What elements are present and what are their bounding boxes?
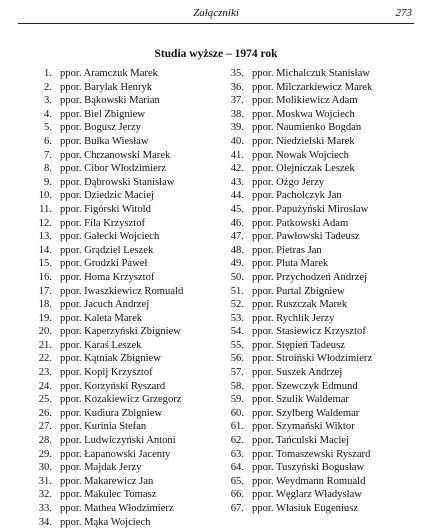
entry-name: ppor. Michalczuk Stanisław: [252, 68, 370, 79]
list-item: [222, 230, 422, 244]
entry-name: ppor. Iwaszkiewicz Romuald: [60, 285, 184, 297]
entry-name: ppor. Purtal Zbigniew: [252, 285, 345, 297]
entry-number: 44.: [230, 190, 244, 202]
entry-number: 18.: [38, 299, 52, 311]
list-item: [222, 312, 422, 326]
list-item: [30, 325, 220, 339]
entry-number: 6.: [44, 135, 52, 147]
entry-name: ppor. Stasiewicz Krzysztof: [252, 326, 366, 338]
entry-number: 20.: [38, 326, 52, 338]
entry-name: ppor. Moskwa Wojciech: [252, 108, 355, 120]
list-column-left: [30, 67, 220, 529]
entry-number: 57.: [230, 367, 244, 379]
entry-name: ppor. Bogusz Jerzy: [60, 122, 141, 134]
list-item: [222, 271, 422, 285]
entry-number: 31.: [38, 475, 52, 487]
entry-number: 15.: [38, 258, 52, 270]
list-item: [222, 244, 422, 258]
list-item: [222, 366, 422, 380]
entry-number: 9.: [44, 176, 52, 188]
list-item: [30, 203, 220, 217]
list-item: [222, 108, 422, 122]
entry-name: ppor. Fila Krzysztof: [60, 217, 146, 229]
list-item: [30, 434, 220, 448]
list-item: [222, 285, 422, 299]
entry-number: 1.: [44, 68, 52, 79]
entry-name: ppor. Aramczuk Marek: [60, 68, 158, 79]
list-item: [30, 94, 220, 108]
entry-name: ppor. Biel Zbigniew: [60, 108, 146, 120]
header-rule: [18, 23, 414, 24]
entry-name: ppor. Kaleta Marek: [60, 312, 143, 324]
entry-number: 35.: [230, 68, 244, 79]
entry-name: ppor. Makarewicz Jan: [60, 475, 154, 487]
entry-name: ppor. Majdak Jerzy: [60, 462, 142, 474]
list-item: [30, 81, 220, 95]
list-item: [30, 339, 220, 353]
entry-name: ppor. Grodzki Paweł: [60, 258, 148, 270]
list-item: [30, 121, 220, 135]
entry-number: 65.: [230, 475, 244, 487]
entry-name: ppor. Weydmann Romuald: [252, 475, 366, 487]
entry-name: ppor. Szymański Wiktor: [252, 421, 355, 433]
list-item: [30, 488, 220, 502]
list-item: [222, 67, 422, 81]
list-item: [222, 162, 422, 176]
entry-number: 61.: [230, 421, 244, 433]
entry-name: ppor. Grądziel Leszek: [60, 244, 154, 256]
running-title: Załączniki: [193, 7, 239, 19]
entry-number: 60.: [230, 407, 244, 419]
list-item: [30, 271, 220, 285]
list-item: [222, 149, 422, 163]
entry-name: ppor. Olejniczak Leszek: [252, 163, 355, 175]
entry-number: 53.: [230, 312, 244, 324]
list-item: [30, 516, 220, 529]
entry-name: ppor. Nowak Wojciech: [252, 149, 349, 161]
list-item: [30, 108, 220, 122]
entry-name: ppor. Rychlik Jerzy: [252, 312, 335, 324]
list-item: [222, 94, 422, 108]
section-heading: Studia wyższe – 1974 rok: [154, 48, 278, 60]
entry-number: 38.: [230, 108, 244, 120]
entry-number: 16.: [38, 271, 52, 283]
list-item: [30, 420, 220, 434]
list-item: [222, 448, 422, 462]
entry-number: 39.: [230, 122, 244, 134]
entry-name: ppor. Dąbrowski Stanisław: [60, 176, 175, 188]
list-item: [30, 285, 220, 299]
entry-number: 11.: [39, 203, 52, 215]
entry-name: ppor. Papużyński Mirosław: [252, 203, 369, 215]
list-item: [222, 257, 422, 271]
entry-number: 27.: [38, 421, 52, 433]
entry-number: 5.: [44, 122, 52, 134]
list-item: [222, 298, 422, 312]
entry-name: ppor. Karaś Leszek: [60, 339, 142, 351]
entry-number: 17.: [38, 285, 52, 297]
list-item: [30, 448, 220, 462]
list-item: [222, 217, 422, 231]
entry-name: ppor. Cibor Włodzimierz: [60, 163, 167, 175]
entry-number: 23.: [38, 367, 52, 379]
list-item: [222, 380, 422, 394]
list-item: [30, 393, 220, 407]
list-item: [30, 475, 220, 489]
list-item: [30, 149, 220, 163]
entry-name: ppor. Kurinia Stefan: [60, 421, 147, 433]
entry-name: ppor. Jacuch Andrzej: [60, 299, 150, 311]
entry-name: ppor. Kątniak Zbigniew: [60, 353, 161, 365]
list-item: [30, 230, 220, 244]
entry-number: 42.: [230, 163, 244, 175]
entry-name: ppor. Korzyński Ryszard: [60, 380, 166, 392]
entry-name: ppor. Szewczyk Edmund: [252, 380, 358, 392]
list-item: [222, 502, 422, 516]
entry-name: ppor. Ludwiczyński Antoni: [60, 435, 176, 447]
entry-name: ppor. Figórski Witold: [60, 203, 151, 215]
entry-number: 43.: [230, 176, 244, 188]
entry-name: ppor. Dziedzic Maciej: [60, 190, 154, 202]
list-item: [222, 407, 422, 421]
list-item: [30, 176, 220, 190]
list-item: [30, 461, 220, 475]
entry-number: 12.: [38, 217, 52, 229]
entry-name: ppor. Tańculski Maciej: [252, 435, 350, 447]
entry-name: ppor. Kopij Krzysztof: [60, 367, 153, 379]
list-item: [30, 298, 220, 312]
entry-name: ppor. Tuszyński Bogusław: [252, 462, 365, 474]
entry-name: ppor. Mąka Wojciech: [60, 516, 151, 528]
running-head: [18, 4, 414, 22]
list-item: [222, 475, 422, 489]
entry-number: 2.: [44, 81, 52, 93]
entry-number: 59.: [230, 394, 244, 406]
entry-number: 64.: [230, 462, 244, 474]
entry-number: 33.: [38, 503, 52, 514]
entry-number: 7.: [44, 149, 52, 161]
entry-number: 36.: [230, 81, 244, 93]
entry-name: ppor. Stroiński Włodzimierz: [252, 353, 373, 365]
entry-number: 24.: [38, 380, 52, 392]
entry-number: 3.: [44, 95, 52, 107]
entry-number: 14.: [38, 244, 52, 256]
list-item: [30, 135, 220, 149]
entry-name: ppor. Własiuk Eugeniusz: [252, 503, 359, 514]
entry-number: 62.: [230, 435, 244, 447]
entry-number: 10.: [38, 190, 52, 202]
entry-number: 29.: [38, 448, 52, 460]
entry-number: 25.: [38, 394, 52, 406]
list-item: [222, 461, 422, 475]
list-item: [30, 366, 220, 380]
list-item: [30, 67, 220, 81]
entry-name: ppor. Tomaszewski Ryszard: [252, 448, 371, 460]
entry-name: ppor. Pluta Marek: [252, 258, 329, 270]
list-item: [30, 189, 220, 203]
list-item: [222, 189, 422, 203]
entry-name: ppor. Bułka Wiesław: [60, 135, 149, 147]
entry-name: ppor. Suszek Andrzej: [252, 367, 343, 379]
entry-number: 22.: [38, 353, 52, 365]
entry-number: 13.: [38, 231, 52, 243]
entry-name: ppor. Naumienko Bogdan: [252, 122, 362, 134]
list-item: [222, 325, 422, 339]
entry-name: ppor. Kaperzyński Zbigniew: [60, 326, 181, 338]
entry-name: ppor. Węglarz Władysław: [252, 489, 362, 501]
list-item: [222, 420, 422, 434]
entry-number: 34.: [38, 516, 52, 528]
list-item: [30, 502, 220, 516]
entry-number: 54.: [230, 326, 244, 338]
entry-number: 19.: [38, 312, 52, 324]
entry-name: ppor. Patkowski Adam: [252, 217, 349, 229]
entry-number: 63.: [230, 448, 244, 460]
list-item: [222, 176, 422, 190]
entry-number: 32.: [38, 489, 52, 501]
entry-name: ppor. Bąkowski Marian: [60, 95, 160, 107]
list-column-right: [222, 67, 422, 516]
entry-name: ppor. Szylberg Waldemar: [252, 407, 360, 419]
entry-number: 40.: [230, 135, 244, 147]
entry-number: 66.: [230, 489, 244, 501]
list-item: [30, 312, 220, 326]
entry-name: ppor. Homa Krzysztof: [60, 271, 155, 283]
entry-name: ppor. Makulec Tomasz: [60, 489, 157, 501]
entry-number: 49.: [230, 258, 244, 270]
entry-name: ppor. Gałecki Wojciech: [60, 231, 160, 243]
entry-number: 26.: [38, 407, 52, 419]
entry-name: ppor. Niedzielski Marek: [252, 135, 355, 147]
entry-number: 51.: [230, 285, 244, 297]
list-item: [222, 488, 422, 502]
entry-number: 47.: [230, 231, 244, 243]
list-item: [30, 257, 220, 271]
entry-number: 52.: [230, 299, 244, 311]
entry-name: ppor. Kozakiewicz Grzegorz: [60, 394, 182, 406]
entry-name: ppor. Pawłowski Tadeusz: [252, 231, 360, 243]
entry-number: 21.: [38, 339, 52, 351]
entry-name: ppor. Molikiewicz Adam: [252, 95, 358, 107]
list-item: [222, 393, 422, 407]
entry-name: ppor. Barylak Henryk: [60, 81, 153, 93]
entry-name: ppor. Chrzanowski Marek: [60, 149, 171, 161]
entry-number: 50.: [230, 271, 244, 283]
entry-name: ppor. Pacholczyk Jan: [252, 190, 342, 202]
page-number: 273: [395, 7, 412, 19]
list-item: [222, 339, 422, 353]
list-item: [30, 162, 220, 176]
entry-name: ppor. Mathea Włodzimierz: [60, 503, 174, 514]
entry-name: ppor. Milczarkiewicz Marek: [252, 81, 373, 93]
entry-number: 37.: [230, 95, 244, 107]
list-item: [30, 380, 220, 394]
entry-name: ppor. Kudiura Zbigniew: [60, 407, 163, 419]
list-item: [222, 203, 422, 217]
list-item: [222, 135, 422, 149]
entry-name: ppor. Ruszczak Marek: [252, 299, 348, 311]
entry-number: 8.: [44, 163, 52, 175]
entry-number: 67.: [230, 503, 244, 514]
list-item: [222, 121, 422, 135]
entry-number: 48.: [230, 244, 244, 256]
entry-name: ppor. Przychodzeń Andrzej: [252, 271, 368, 283]
entry-name: ppor. Stępień Tadeusz: [252, 339, 345, 351]
entry-number: 28.: [38, 435, 52, 447]
list-item: [222, 434, 422, 448]
entry-number: 45.: [230, 203, 244, 215]
entry-number: 30.: [38, 462, 52, 474]
entry-name: ppor. Łapanowski Jacenty: [60, 448, 171, 460]
list-item: [30, 407, 220, 421]
list-item: [30, 217, 220, 231]
entry-name: ppor. Pietras Jan: [252, 244, 322, 256]
entry-name: ppor. Ożgo Jerzy: [252, 176, 325, 188]
entry-number: 4.: [44, 108, 52, 120]
entry-name: ppor. Szulik Waldemar: [252, 394, 349, 406]
entry-number: 55.: [230, 339, 244, 351]
entry-number: 58.: [230, 380, 244, 392]
list-item: [222, 352, 422, 366]
list-item: [30, 352, 220, 366]
entry-number: 41.: [230, 149, 244, 161]
entry-number: 46.: [230, 217, 244, 229]
list-item: [222, 81, 422, 95]
list-item: [30, 244, 220, 258]
entry-number: 56.: [230, 353, 244, 365]
